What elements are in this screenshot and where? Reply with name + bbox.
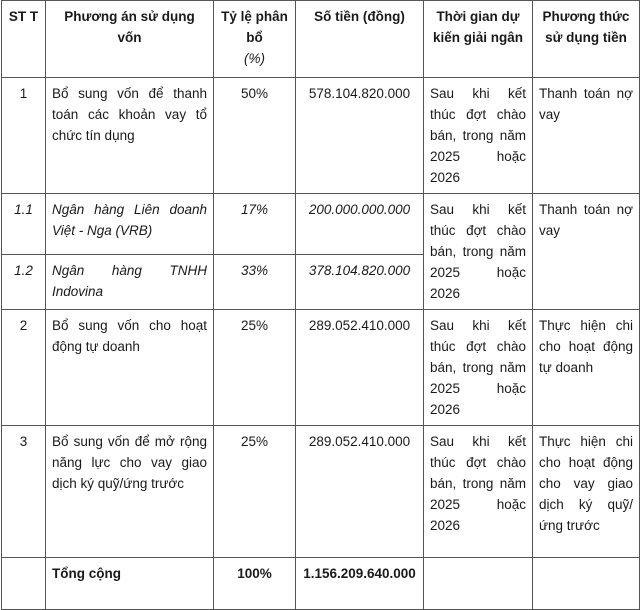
row-method: Thanh toán nợ vay — [533, 194, 640, 310]
table-total-row — [2, 558, 640, 610]
header-plan: Phương án sử dụng vốn — [46, 1, 214, 78]
row-ratio: 33% — [214, 254, 296, 309]
row-amount: 578.104.820.000 — [296, 78, 424, 194]
row-amount: 289.052.410.000 — [296, 310, 424, 426]
row-method: Thực hiện chi cho hoạt động cho vay giao dịch ký quỹ/ứng trước — [533, 426, 640, 558]
row-stt: 1.1 — [2, 194, 46, 255]
total-label: Tổng cộng — [46, 558, 214, 610]
row-ratio: 25% — [214, 426, 296, 558]
row-timing: Sau khi kết thúc đợt chào bán, trong năm 2025 hoặc 2026 — [424, 194, 533, 310]
table-row — [2, 310, 640, 426]
row-ratio: 25% — [214, 310, 296, 426]
capital-allocation-table — [1, 0, 640, 610]
row-stt: 3 — [2, 426, 46, 558]
header-amount: Số tiền (đồng) — [296, 1, 424, 78]
row-plan: Ngân hàng TNHH Indovina — [46, 254, 214, 309]
table-row — [2, 194, 640, 255]
header-method: Phương thức sử dụng tiền — [533, 1, 640, 78]
row-ratio: 17% — [214, 194, 296, 255]
row-method: Thanh toán nợ vay — [533, 78, 640, 194]
row-method: Thực hiện chi cho hoạt động tự doanh — [533, 310, 640, 426]
row-plan: Bổ sung vốn để thanh toán các khoản vay tổ chức tín dụng — [46, 78, 214, 194]
table-header-row — [2, 1, 640, 78]
total-ratio: 100% — [214, 558, 296, 610]
total-stt-empty — [2, 558, 46, 610]
row-stt: 1 — [2, 78, 46, 194]
row-ratio: 50% — [214, 78, 296, 194]
header-timing: Thời gian dự kiến giải ngân — [424, 1, 533, 78]
row-plan: Bổ sung vốn để mở rộng năng lực cho vay giao dịch ký quỹ/ứng trước — [46, 426, 214, 558]
table-row — [2, 426, 640, 558]
header-ratio-unit: (%) — [244, 51, 265, 66]
row-amount: 200.000.000.000 — [296, 194, 424, 255]
row-amount: 378.104.820.000 — [296, 254, 424, 309]
total-method-empty — [533, 558, 640, 610]
header-stt: ST T — [2, 1, 46, 78]
header-ratio — [214, 1, 296, 78]
table-row — [2, 78, 640, 194]
row-stt: 2 — [2, 310, 46, 426]
header-ratio-label: Tỷ lệ phân bổ — [221, 9, 288, 45]
total-amount: 1.156.209.640.000 — [296, 558, 424, 610]
row-plan: Ngân hàng Liên doanh Việt - Nga (VRB) — [46, 194, 214, 255]
row-plan: Bổ sung vốn cho hoạt động tự doanh — [46, 310, 214, 426]
total-timing-empty — [424, 558, 533, 610]
row-timing: Sau khi kết thúc đợt chào bán, trong năm 2025 hoặc 2026 — [424, 310, 533, 426]
row-stt: 1.2 — [2, 254, 46, 309]
row-timing: Sau khi kết thúc đợt chào bán, trong năm 2025 hoặc 2026 — [424, 426, 533, 558]
row-timing: Sau khi kết thúc đợt chào bán, trong năm 2025 hoặc 2026 — [424, 78, 533, 194]
row-amount: 289.052.410.000 — [296, 426, 424, 558]
